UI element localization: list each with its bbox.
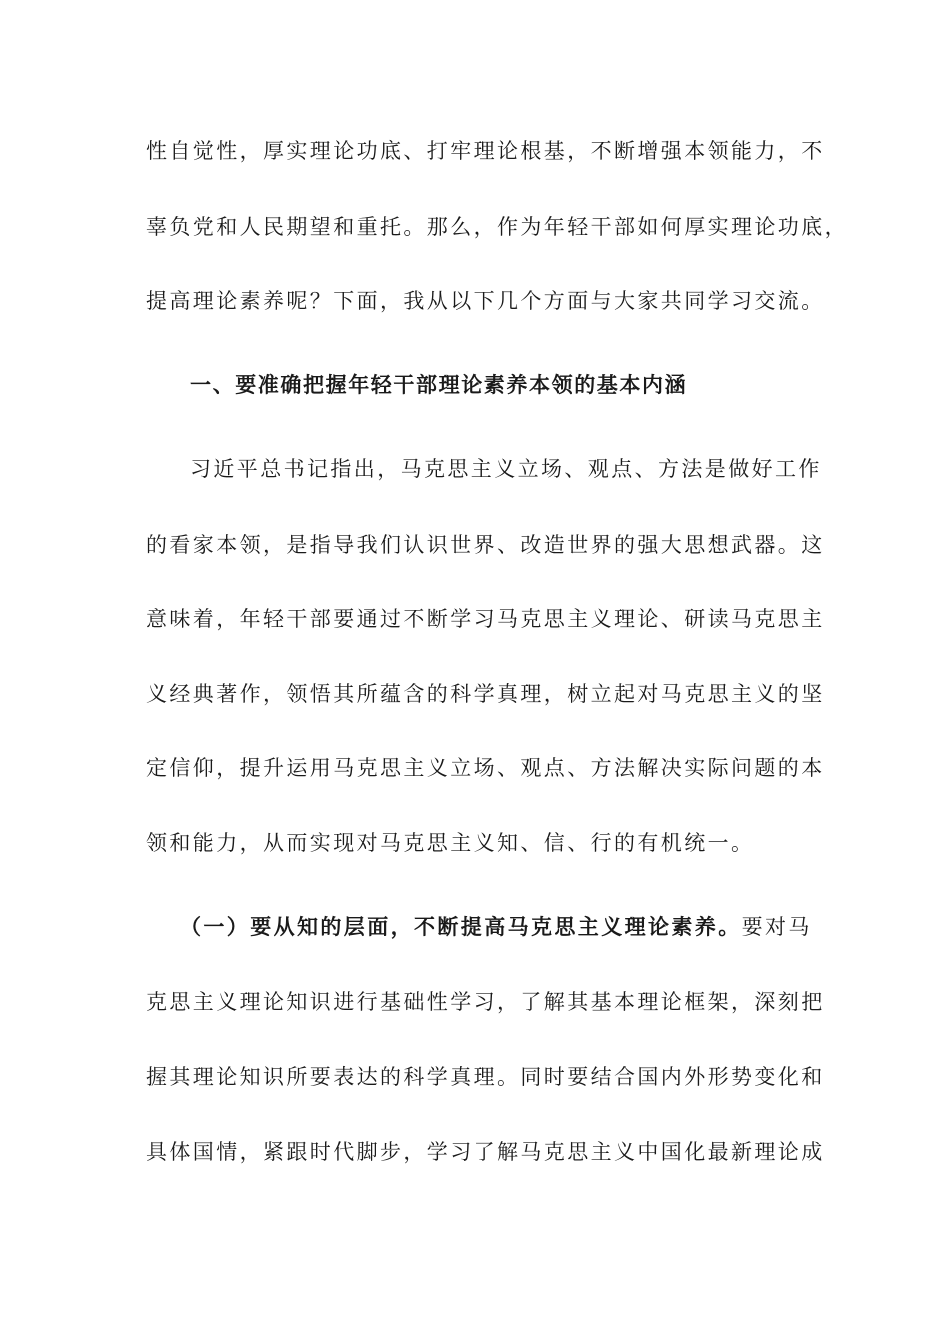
subsection-line-3: 握其理论知识所要表达的科学真理。同时要结合国内外形势变化和 [146,1065,825,1089]
subsection-line-4: 具体国情，紧跟时代脚步，学习了解马克思主义中国化最新理论成 [146,1140,825,1164]
paragraph-line-1: 习近平总书记指出，马克思主义立场、观点、方法是做好工作 [190,457,822,481]
subsection-text-start: 要对马 [741,915,812,939]
paragraph-line-3: 意味着，年轻干部要通过不断学习马克思主义理论、研读马克思主 [146,607,825,631]
intro-line-3: 提高理论素养呢？下面，我从以下几个方面与大家共同学习交流。 [146,289,825,313]
subsection-line-1 [180,912,812,942]
intro-line-1: 性自觉性，厚实理论功底、打牢理论根基，不断增强本领能力，不 [146,139,825,163]
paragraph-line-5: 定信仰，提升运用马克思主义立场、观点、方法解决实际问题的本 [146,756,825,780]
section-heading: 一、要准确把握年轻干部理论素养本领的基本内涵 [190,372,688,397]
paragraph-line-2: 的看家本领，是指导我们认识世界、改造世界的强大思想武器。这 [146,533,825,557]
paragraph-line-4: 义经典著作，领悟其所蕴含的科学真理，树立起对马克思主义的坚 [146,682,825,706]
subsection-title: （一）要从知的层面，不断提高马克思主义理论素养。 [180,914,742,939]
intro-line-2: 辜负党和人民期望和重托。那么，作为年轻干部如何厚实理论功底， [146,215,848,239]
paragraph-line-6: 领和能力，从而实现对马克思主义知、信、行的有机统一。 [146,831,755,855]
subsection-line-2: 克思主义理论知识进行基础性学习，了解其基本理论框架，深刻把 [146,990,825,1014]
